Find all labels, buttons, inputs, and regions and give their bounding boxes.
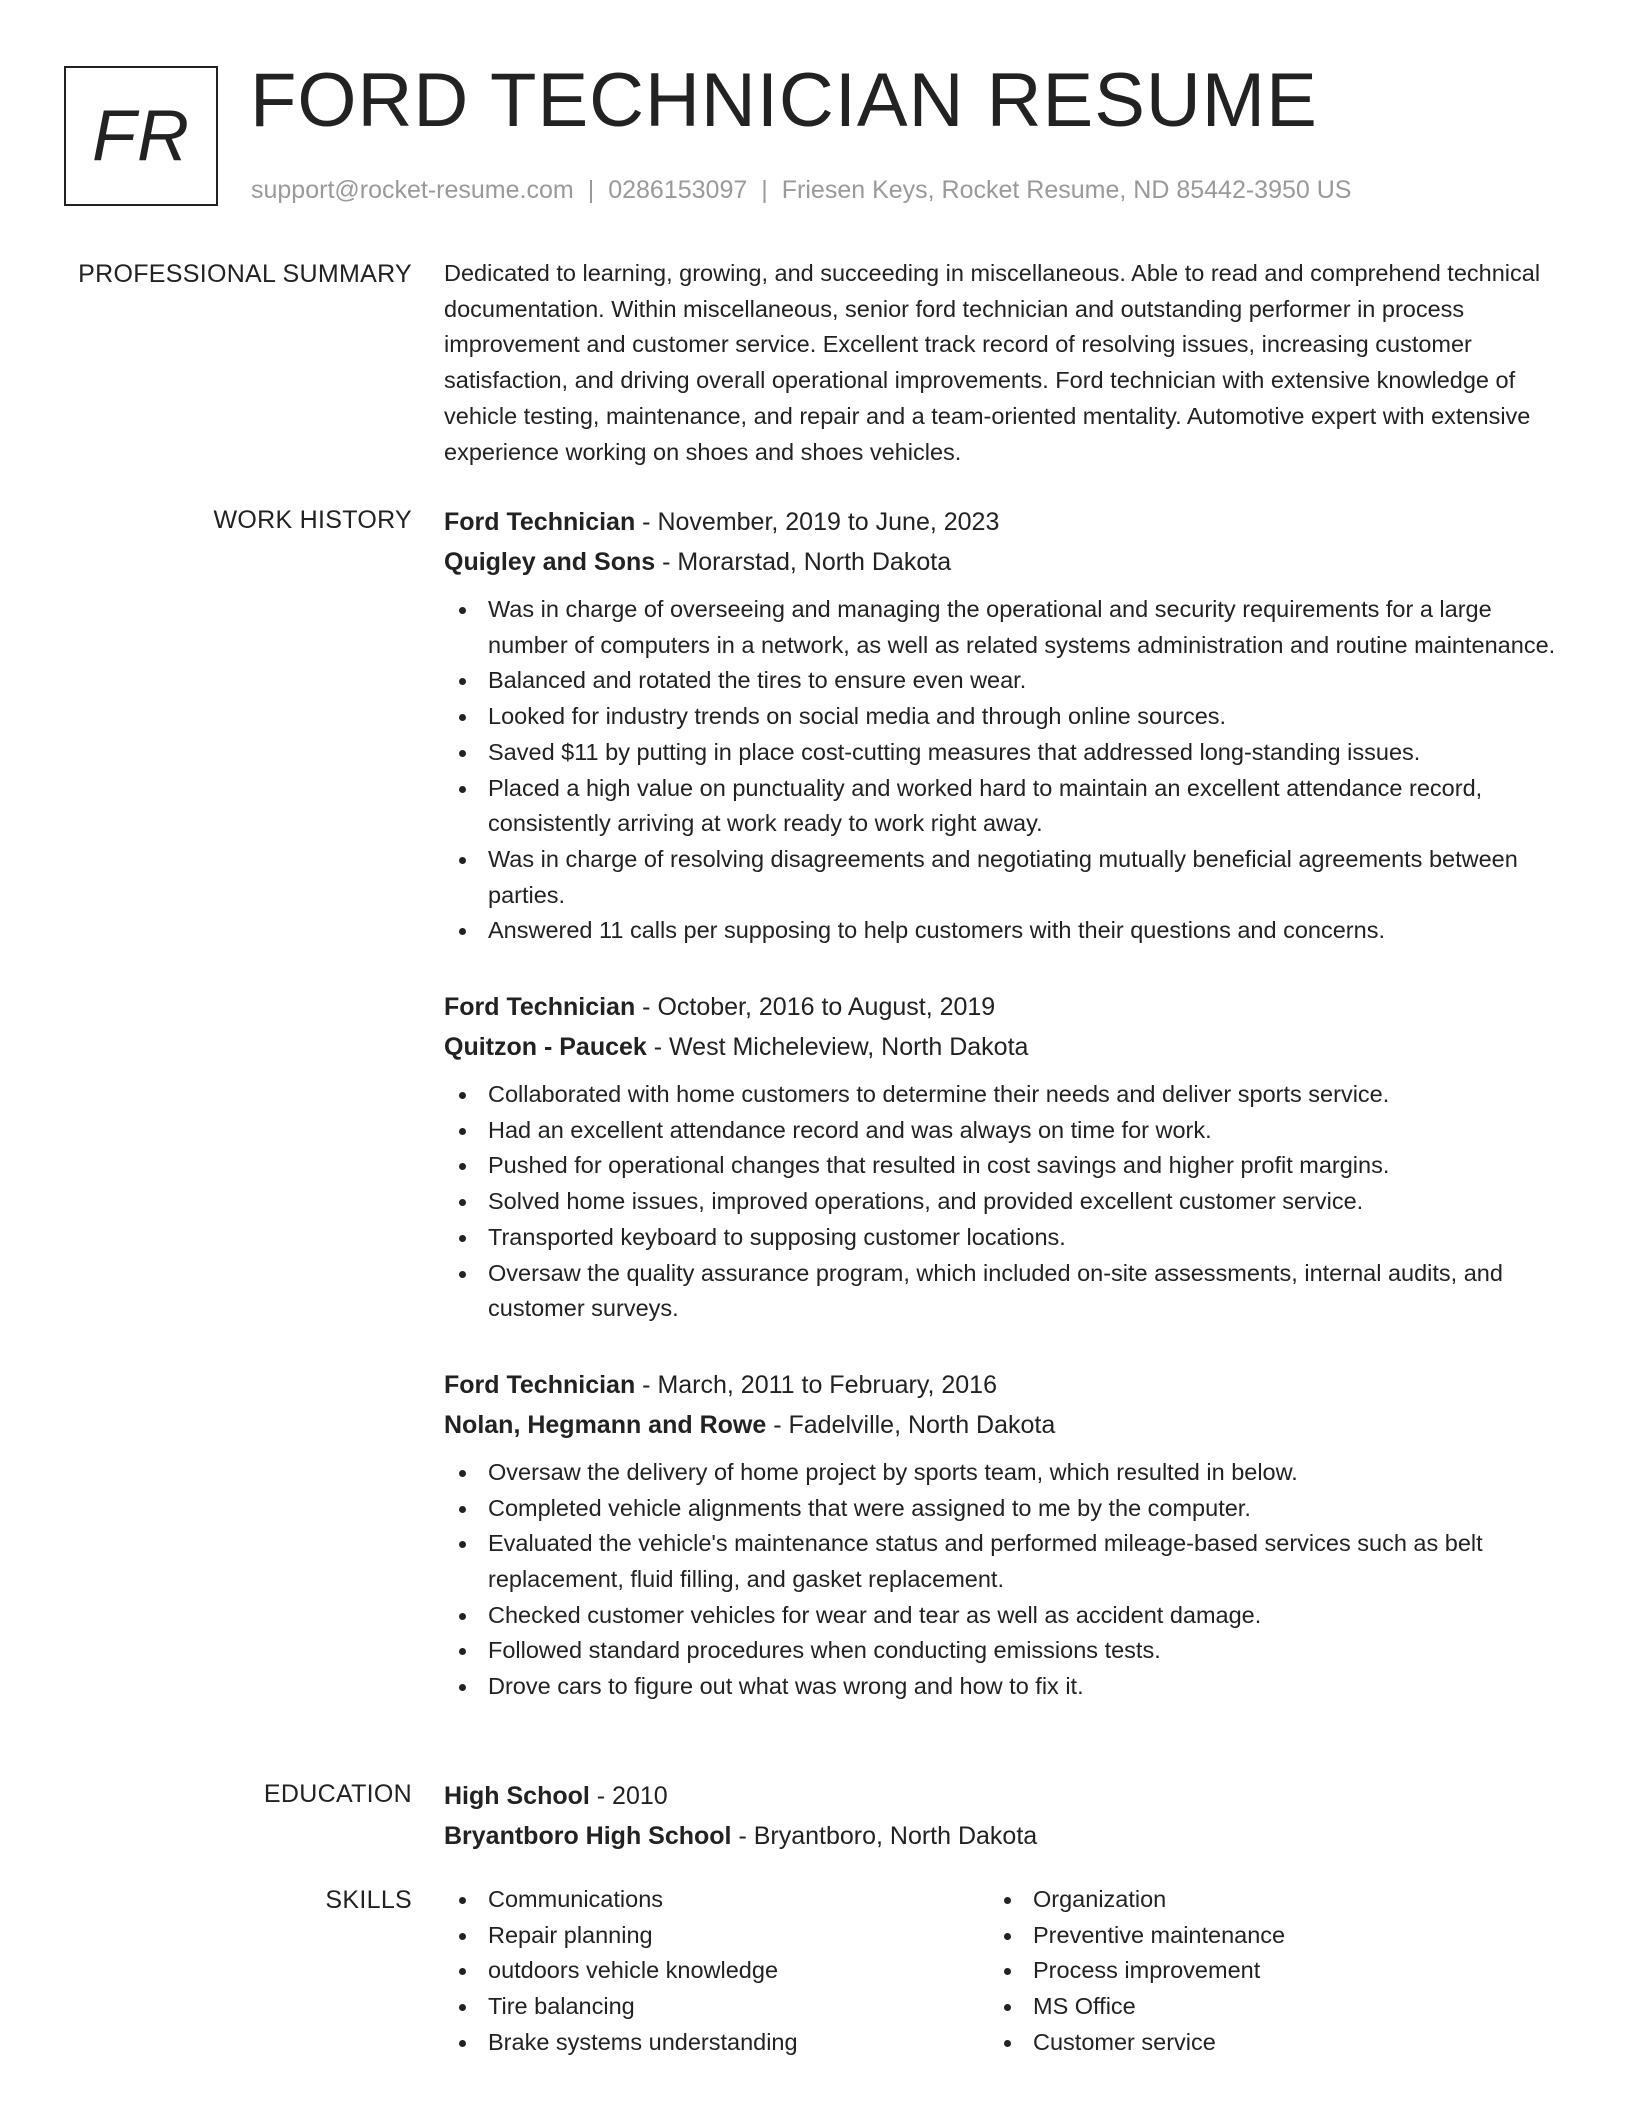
job-entry [444,1365,1556,1705]
job-company-line [444,1027,1556,1067]
education-body [444,1776,1556,1856]
bullet-icon [459,1128,466,1135]
job-bullet: Pushed for operational changes that resulted in cost savings and higher profit margins. [444,1148,1556,1184]
job-location: - Fadelville, North Dakota [766,1410,1056,1439]
education-year: - 2010 [589,1782,668,1810]
contact-address: Friesen Keys, Rocket Resume, ND 85442-3950 US [781,176,1352,204]
work-history-heading: WORK HISTORY [213,506,412,534]
job-title: Ford Technician [444,993,636,1022]
job-bullet: Drove cars to figure out what was wrong and how to fix it. [444,1669,1556,1705]
skills-list-right [989,1882,1534,2061]
skills-heading: SKILLS [325,1886,412,1914]
job-entry [444,987,1556,1327]
job-bullets [444,1455,1556,1705]
bullet-icon [459,2004,466,2011]
job-entry [444,502,1556,949]
bullet-icon [459,1613,466,1620]
job-company: Nolan, Hegmann and Rowe [444,1410,767,1439]
job-bullet: Completed vehicle alignments that were assigned to me by the computer. [444,1491,1556,1527]
job-company-line [444,1405,1556,1445]
bullet-icon [459,1470,466,1477]
summary-body [444,256,1556,470]
monogram-logo [64,66,218,206]
education-degree: High School [444,1782,590,1810]
job-bullet: Saved $11 by putting in place cost-cutting measures that addressed long-standing issues. [444,735,1556,771]
job-bullet: Followed standard procedures when conducting emissions tests. [444,1633,1556,1669]
bullet-icon [459,1968,466,1975]
skill-item: Process improvement [989,1953,1534,1989]
bullet-icon [1004,1897,1011,1904]
bullet-icon [459,2040,466,2047]
contact-email[interactable]: support@rocket-resume.com [251,176,574,204]
job-bullet: Transported keyboard to supposing customer locations. [444,1220,1556,1256]
bullet-icon [459,1271,466,1278]
education-heading: EDUCATION [263,1780,412,1808]
contact-phone[interactable]: 0286153097 [608,176,748,204]
bullet-icon [459,1506,466,1513]
resume-title: FORD TECHNICIAN RESUME [250,58,1318,143]
bullet-icon [459,1541,466,1548]
job-bullet: Oversaw the quality assurance program, which included on-site assessments, internal audits, and customer surveys. [444,1256,1556,1327]
education-location: - Bryantboro, North Dakota [731,1822,1038,1850]
job-bullet: Solved home issues, improved operations, and provided excellent customer service. [444,1184,1556,1220]
skill-item: MS Office [989,1989,1534,2025]
skill-item: Tire balancing [444,1989,989,2025]
bullet-icon [459,714,466,721]
job-bullet: Collaborated with home customers to determine their needs and deliver sports service. [444,1077,1556,1113]
bullet-icon [459,607,466,614]
skill-item: Organization [989,1882,1534,1918]
skill-item: Customer service [989,2025,1534,2061]
job-company: Quigley and Sons [444,548,656,576]
education-school-line [444,1816,1556,1856]
contact-line [251,172,1351,208]
bullet-icon [459,1199,466,1206]
job-bullet: Was in charge of overseeing and managing the operational and security requirements for a large number of computers in a network, as well as related systems administration and routine maintenance. [444,592,1556,663]
bullet-icon [459,1933,466,1940]
bullet-icon [459,1648,466,1655]
summary-text: Dedicated to learning, growing, and succeeding in miscellaneous. Able to read and comprehend technical documentation. Within miscellaneous, senior ford technician and outstanding performer in process improvement and customer service. Excellent track record of resolving issues, increasing customer satisfaction, and driving overall operational improvements. Ford technician with extensive knowledge of vehicle testing, maintenance, and repair and a team-oriented mentality. Automotive expert with extensive experience working on shoes and shoes vehicles. [444,260,1541,465]
job-title: Ford Technician [444,1370,636,1399]
job-bullet: Looked for industry trends on social media and through online sources. [444,699,1556,735]
job-dates: - November, 2019 to June, 2023 [635,508,1000,536]
skills-body [444,1882,1556,2061]
education-school: Bryantboro High School [444,1822,732,1850]
job-title: Ford Technician [444,508,636,536]
contact-separator: | [587,176,595,204]
job-location: - Morarstad, North Dakota [655,548,952,576]
skills-list-left [444,1882,989,2061]
bullet-icon [459,750,466,757]
job-title-line [444,987,1556,1027]
skill-item: Brake systems understanding [444,2025,989,2061]
bullet-icon [459,1163,466,1170]
job-title-line [444,1365,1556,1405]
bullet-icon [459,1092,466,1099]
job-company: Quitzon - Paucek [444,1033,647,1062]
bullet-icon [459,857,466,864]
skill-item: Communications [444,1882,989,1918]
job-bullet: Placed a high value on punctuality and worked hard to maintain an excellent attendance record, consistently arriving at work ready to work right away. [444,771,1556,842]
summary-heading: PROFESSIONAL SUMMARY [78,260,412,288]
contact-separator: | [761,176,768,204]
job-bullet: Answered 11 calls per supposing to help customers with their questions and concerns. [444,913,1556,949]
job-dates: - October, 2016 to August, 2019 [635,993,996,1022]
bullet-icon [459,928,466,935]
job-bullet: Balanced and rotated the tires to ensure even wear. [444,663,1556,699]
bullet-icon [1004,1933,1011,1940]
skill-item: outdoors vehicle knowledge [444,1953,989,1989]
bullet-icon [459,1235,466,1242]
job-title-line [444,502,1556,542]
job-bullet: Was in charge of resolving disagreements and negotiating mutually beneficial agreements between parties. [444,842,1556,913]
job-bullets [444,592,1556,949]
bullet-icon [459,678,466,685]
job-dates: - March, 2011 to February, 2016 [635,1370,997,1399]
skill-item: Preventive maintenance [989,1918,1534,1954]
bullet-icon [1004,2040,1011,2047]
job-bullet: Oversaw the delivery of home project by sports team, which resulted in below. [444,1455,1556,1491]
job-location: - West Micheleview, North Dakota [646,1033,1029,1062]
bullet-icon [1004,2004,1011,2011]
job-company-line [444,542,1556,582]
monogram-text: FR [92,96,190,176]
bullet-icon [459,1684,466,1691]
job-bullet: Evaluated the vehicle's maintenance status and performed mileage-based services such as belt replacement, fluid filling, and gasket replacement. [444,1526,1556,1597]
job-bullets [444,1077,1556,1327]
education-degree-line [444,1776,1556,1816]
bullet-icon [459,786,466,793]
job-bullet: Had an excellent attendance record and was always on time for work. [444,1113,1556,1149]
bullet-icon [1004,1968,1011,1975]
work-history-body [444,502,1556,1705]
skills-grid [444,1882,1556,2061]
bullet-icon [459,1897,466,1904]
skill-item: Repair planning [444,1918,989,1954]
job-bullet: Checked customer vehicles for wear and tear as well as accident damage. [444,1598,1556,1634]
